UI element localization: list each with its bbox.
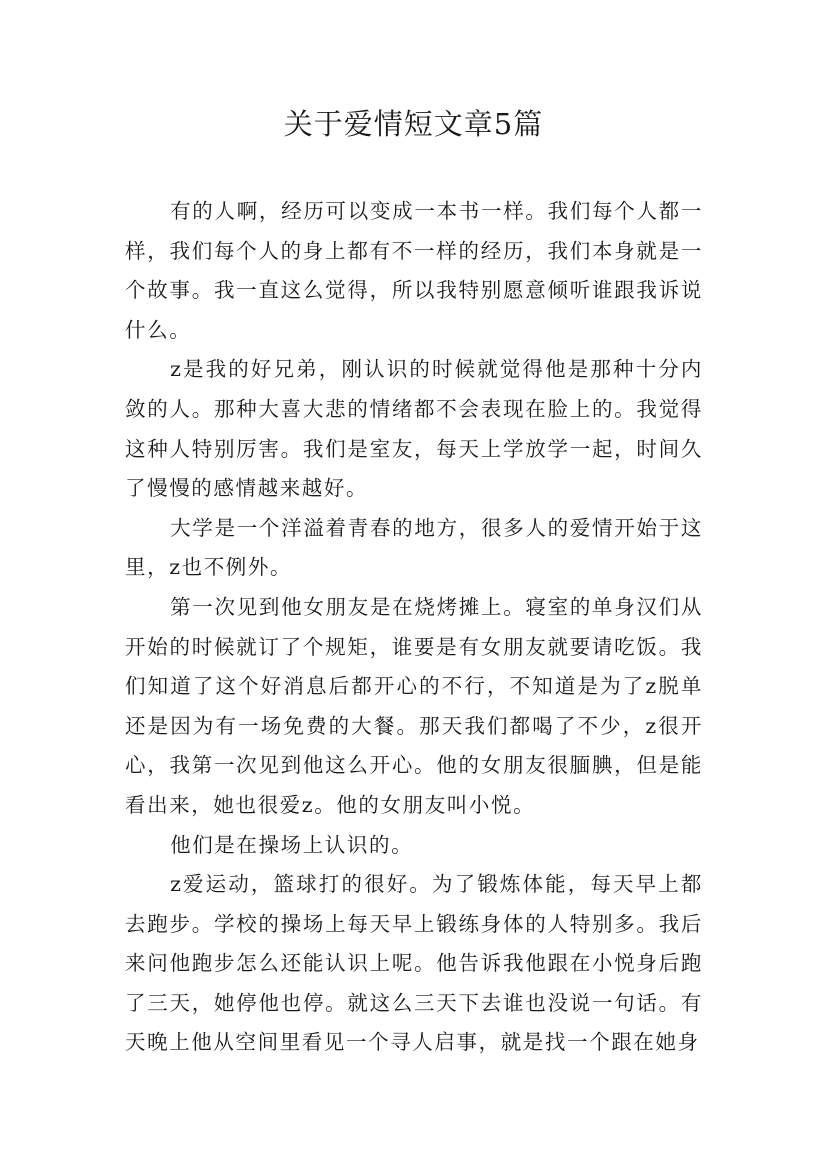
document-title: 关于爱情短文章5篇: [283, 107, 544, 141]
paragraph: 他们是在操场上认识的。: [170, 832, 414, 857]
paragraph: 第一次见到他女朋友是在烧烤摊上。寝室的单身汉们从开始的时候就订了个规矩，谁要是有女朋友就要请吃饭。我们知道了这个好消息后都开心的不行，不知道是为了z脱单还是因为有一场免费的大餐。那天我们都喝了不少，z很开心，我第一次见到他这么开心。他的女朋友很腼腆，但是能看出来，她也很爱z。他的女朋友叫小悦。: [125, 594, 703, 817]
paragraph: 有的人啊，经历可以变成一本书一样。我们每个人都一样，我们每个人的身上都有不一样的经历，我们本身就是一个故事。我一直这么觉得，所以我特别愿意倾听谁跟我诉说什么。: [125, 199, 703, 342]
paragraph: z爱运动，篮球打的很好。为了锻炼体能，每天早上都去跑步。学校的操场上每天早上锻练身体的人特别多。我后来问他跑步怎么还能认识上呢。他告诉我他跟在小悦身后跑了三天，她停他也停。就这么三天下去谁也没说一句话。有天晚上他从空间里看见一个寻人启事，就是找一个跟在她身: [125, 872, 703, 1055]
document-body: [125, 192, 703, 1063]
paragraph: 大学是一个洋溢着青春的地方，很多人的爱情开始于这里，z也不例外。: [125, 515, 703, 580]
paragraph: z是我的好兄弟，刚认识的时候就觉得他是那种十分内敛的人。那种大喜大悲的情绪都不会表现在脸上的。我觉得这种人特别厉害。我们是室友，每天上学放学一起，时间久了慢慢的感情越来越好。: [125, 357, 703, 501]
